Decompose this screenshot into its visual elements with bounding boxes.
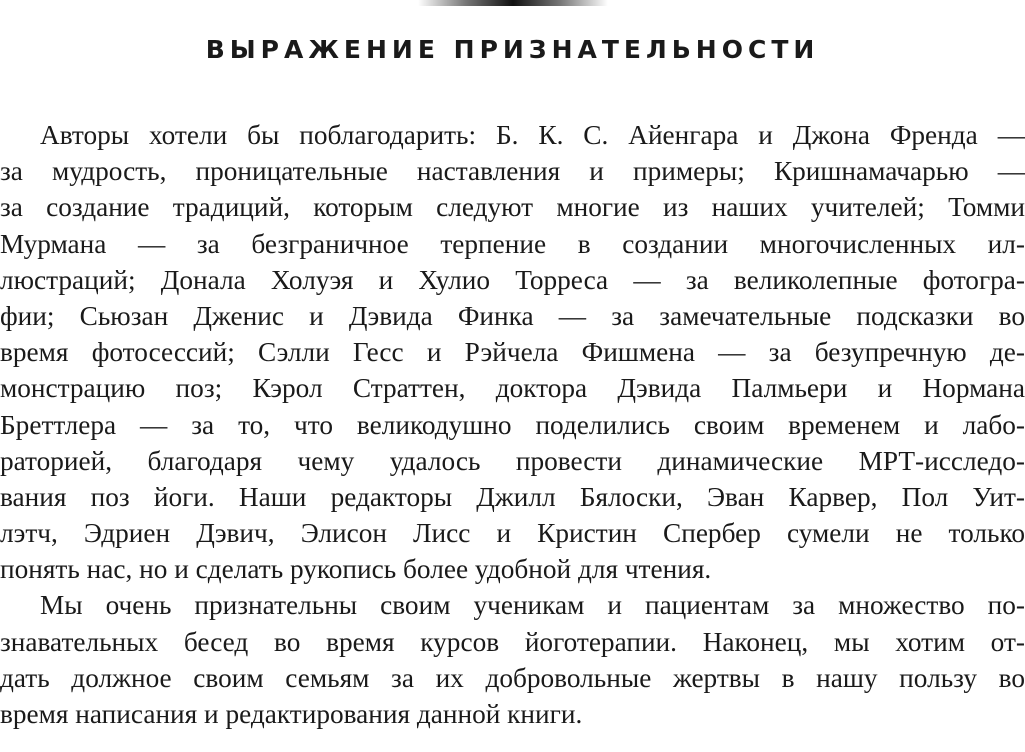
- text-line: понять нас, но и сделать рукопись более удобной для чтения.: [0, 554, 712, 585]
- page-title: ВЫРАЖЕНИЕ ПРИЗНАТЕЛЬНОСТИ: [205, 35, 820, 64]
- text-line: время фотосессий; Сэлли Гесс и Рэйчела Фишмена — за безупречную де-: [0, 337, 1025, 368]
- text-line: вания поз йоги. Наши редакторы Джилл Бялоски, Эван Карвер, Пол Уит-: [0, 481, 1025, 512]
- decorative-top-bar: [418, 0, 608, 6]
- text-line: время написания и редактирования данной книги.: [0, 699, 583, 729]
- paragraph-1: [0, 117, 1025, 587]
- paragraph-2: [0, 587, 1025, 732]
- text-line: Мы очень признательны своим ученикам и пациентам за множество по-: [40, 590, 1025, 621]
- text-line: знавательных бесед во время курсов йоготерапии. Наконец, мы хотим от-: [0, 626, 1025, 657]
- text-line: раторией, благодаря чему удалось провести динамические МРТ-исследо-: [0, 445, 1025, 476]
- text-line: лэтч, Эдриен Дэвич, Элисон Лисс и Кристин Спербер сумели не только: [0, 518, 1025, 549]
- text-line: за создание традиций, которым следуют многие из наших учителей; Томми: [0, 192, 1025, 223]
- text-line: Мурмана — за безграничное терпение в создании многочисленных ил-: [0, 228, 1025, 259]
- text-line: монстрацию поз; Кэрол Страттен, доктора Дэвида Палмьери и Нормана: [0, 373, 1025, 404]
- text-line: Бреттлера — за то, что великодушно поделились своим временем и лабо-: [0, 409, 1025, 440]
- text-line: люстраций; Донала Холуэя и Хулио Торреса — за великолепные фотогра-: [0, 264, 1025, 295]
- body-text: [0, 117, 1025, 732]
- text-line: фии; Сьюзан Дженис и Дэвида Финка — за замечательные подсказки во: [0, 300, 1025, 331]
- text-line: за мудрость, проницательные наставления и примеры; Кришнамачарью —: [0, 156, 1025, 187]
- text-line: Авторы хотели бы поблагодарить: Б. К. С. Айенгара и Джона Френда —: [40, 120, 1025, 150]
- text-line: дать должное своим семьям за их добровольные жертвы в нашу пользу во: [0, 662, 1025, 693]
